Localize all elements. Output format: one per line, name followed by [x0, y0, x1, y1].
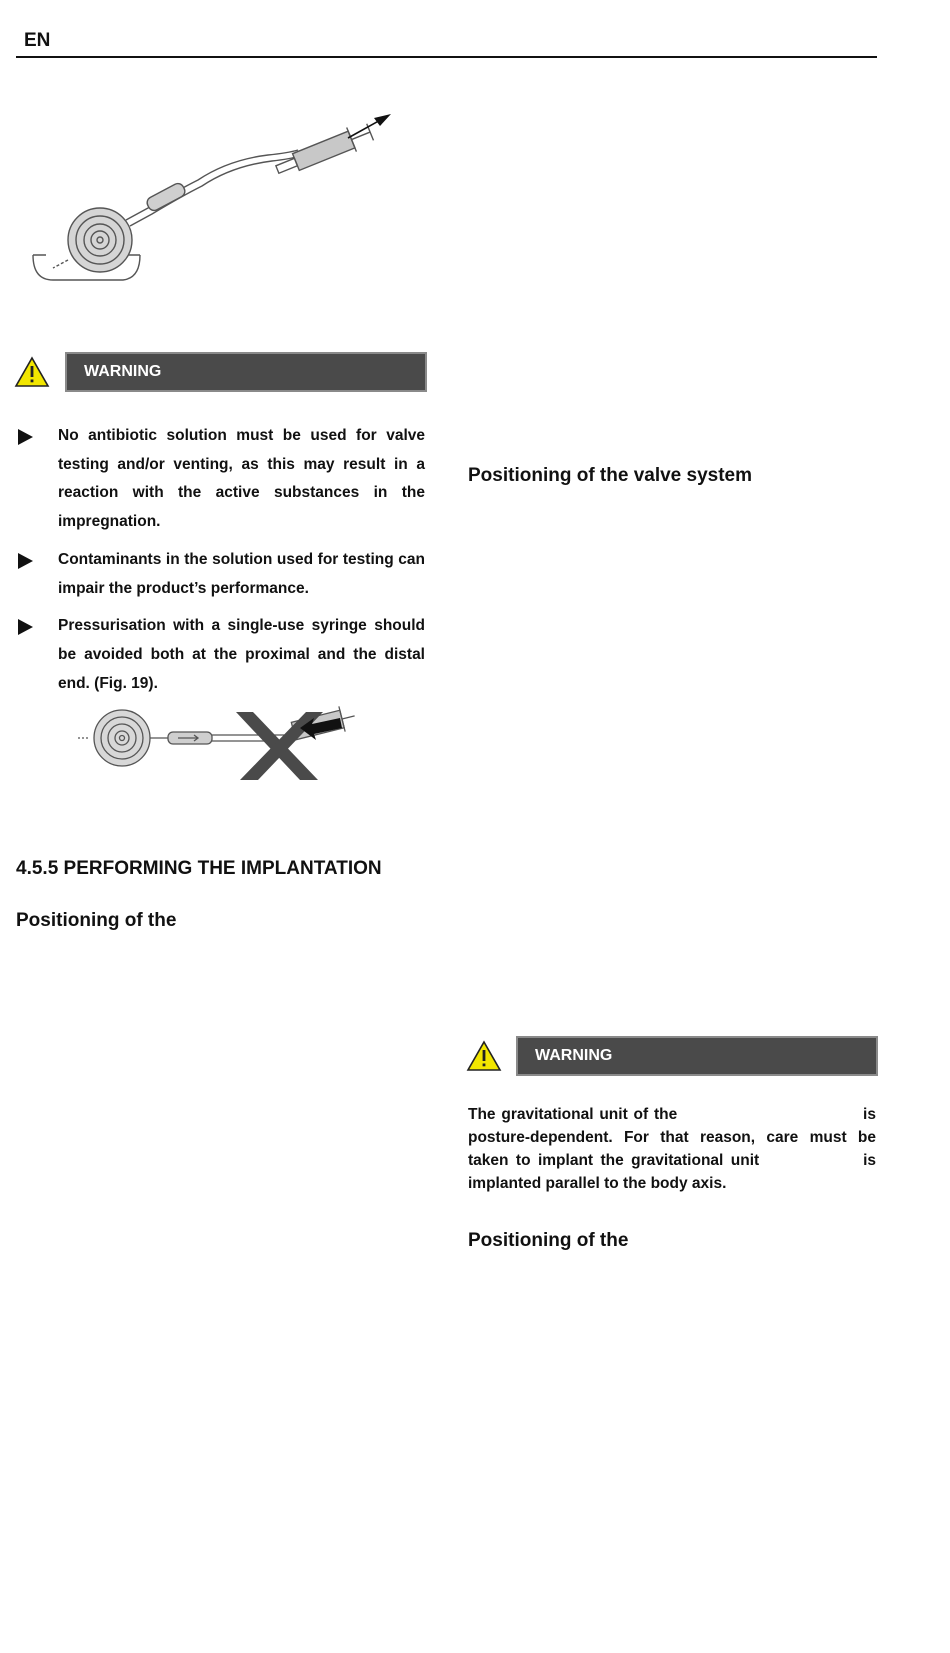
figure-valve-venting [28, 110, 408, 300]
warning-banner: WARNING [65, 352, 427, 392]
list-item [16, 546, 425, 603]
warning-triangle-icon [466, 1040, 502, 1072]
warning-list [16, 422, 425, 707]
warning-triangle-icon [14, 356, 50, 388]
language-code: EN [24, 30, 51, 51]
list-item-text: No antibiotic solution must be used for valve testing and/or venting, as this may result in a reaction with the active substances in the impregnation. [58, 427, 425, 531]
warning-banner: WARNING [516, 1036, 878, 1076]
list-item-text: Pressurisation with a single-use syringe should be avoided both at the proximal and the distal end. (Fig. 19). [58, 617, 425, 692]
header-rule [16, 56, 877, 58]
subheading-right-bottom: Positioning of the [468, 1230, 629, 1251]
list-item [16, 422, 425, 537]
triangle-bullet-icon [18, 429, 33, 445]
subheading-valve-system: Positioning of the valve system [468, 465, 753, 486]
section-title: 4.5.5 PERFORMING THE IMPLANTATION [16, 858, 382, 879]
list-item [16, 612, 425, 698]
list-item-text: Contaminants in the solution used for testing can impair the product’s performance. [58, 550, 425, 597]
subheading-left: Positioning of the [16, 910, 177, 931]
triangle-bullet-icon [18, 619, 33, 635]
warning-text: The gravitational unit of the is posture-dependent. For that reason, care must be taken to implant the gravitational unit is implanted parallel to the body axis. [468, 1106, 881, 1192]
triangle-bullet-icon [18, 553, 33, 569]
figure-syringe-crossed-out [78, 706, 378, 786]
